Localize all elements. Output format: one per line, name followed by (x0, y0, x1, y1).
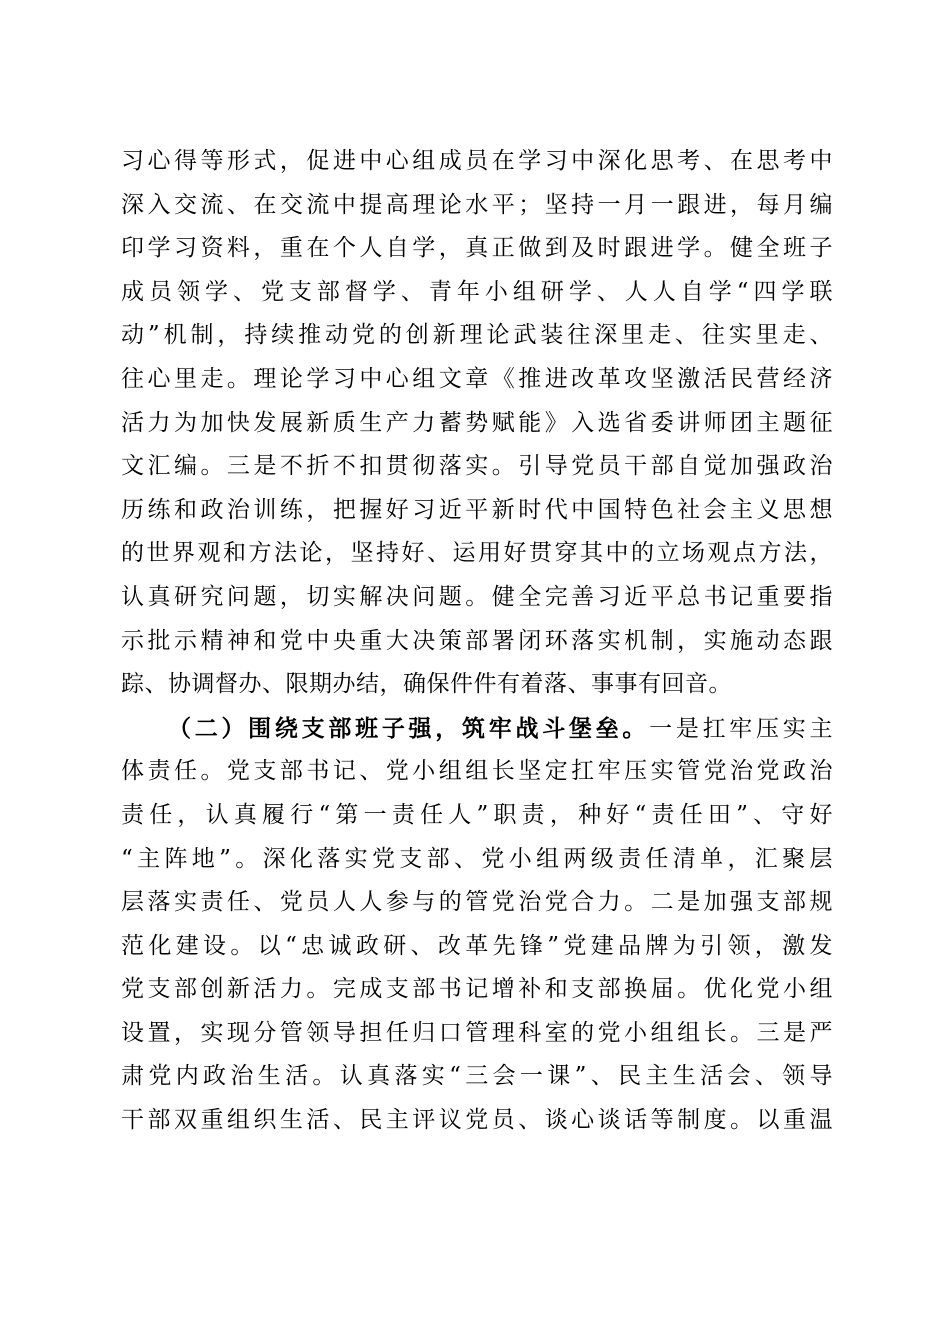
text-line: 历练和政治训练，把握好习近平新时代中国特色社会主义思想 (121, 496, 833, 523)
text-line: 动”机制，持续推动党的创新理论武装往深里走、往实里走、 (121, 322, 833, 349)
text-line: 踪、协调督办、限期办结，确保件件有着落、事事有回音。 (121, 671, 732, 698)
text-line: 认真研究问题，切实解决问题。健全完善习近平总书记重要指 (121, 583, 833, 610)
text-line: 活力为加快发展新质生产力蓄势赋能》入选省委讲师团主题征 (121, 409, 833, 436)
text-line: 文汇编。三是不折不扣贯彻落实。引导党员干部自觉加强政治 (121, 453, 833, 480)
text-line: 印学习资料，重在个人自学，真正做到及时跟进学。健全班子 (121, 235, 833, 262)
section-heading: （二）围绕支部班子强，筑牢战斗堡垒。 (168, 714, 650, 742)
text-line: 责任，认真履行“第一责任人”职责，种好“责任田”、守好 (121, 801, 833, 828)
text-line: 党支部创新活力。完成支部书记增补和支部换届。优化党小组 (121, 976, 833, 1003)
text-line: 深入交流、在交流中提高理论水平；坚持一月一跟进，每月编 (121, 191, 833, 218)
text-line: 肃党内政治生活。认真落实“三会一课”、民主生活会、领导 (121, 1063, 833, 1090)
text-line: 范化建设。以“忠诚政研、改革先锋”党建品牌为引领，激发 (121, 932, 833, 959)
text-line: 设置，实现分管领导担任归口管理科室的党小组组长。三是严 (121, 1019, 833, 1046)
text-line: 的世界观和方法论，坚持好、运用好贯穿其中的立场观点方法， (121, 540, 833, 567)
text-line: 层落实责任、党员人人参与的管党治党合力。二是加强支部规 (121, 889, 833, 916)
text-line: 往心里走。理论学习中心组文章《推进改革攻坚激活民营经济 (121, 365, 833, 392)
text-line: 体责任。党支部书记、党小组组长坚定扛牢压实管党治党政治 (121, 758, 833, 785)
text-line: 示批示精神和党中央重大决策部署闭环落实机制，实施动态跟 (121, 627, 833, 654)
text-line: 习心得等形式，促进中心组成员在学习中深化思考、在思考中 (121, 148, 833, 174)
body-text (121, 140, 833, 1143)
text-line: “主阵地”。深化落实党支部、党小组两级责任清单，汇聚层 (121, 845, 833, 872)
text-line: 成员领学、党支部督学、青年小组研学、人人自学“四学联 (121, 278, 833, 305)
text-line: 干部双重组织生活、民主评议党员、谈心谈话等制度。以重温 (121, 1107, 833, 1134)
section-first-line-rest: 一是扛牢压实主 (649, 715, 834, 742)
section-first-line (121, 707, 833, 751)
